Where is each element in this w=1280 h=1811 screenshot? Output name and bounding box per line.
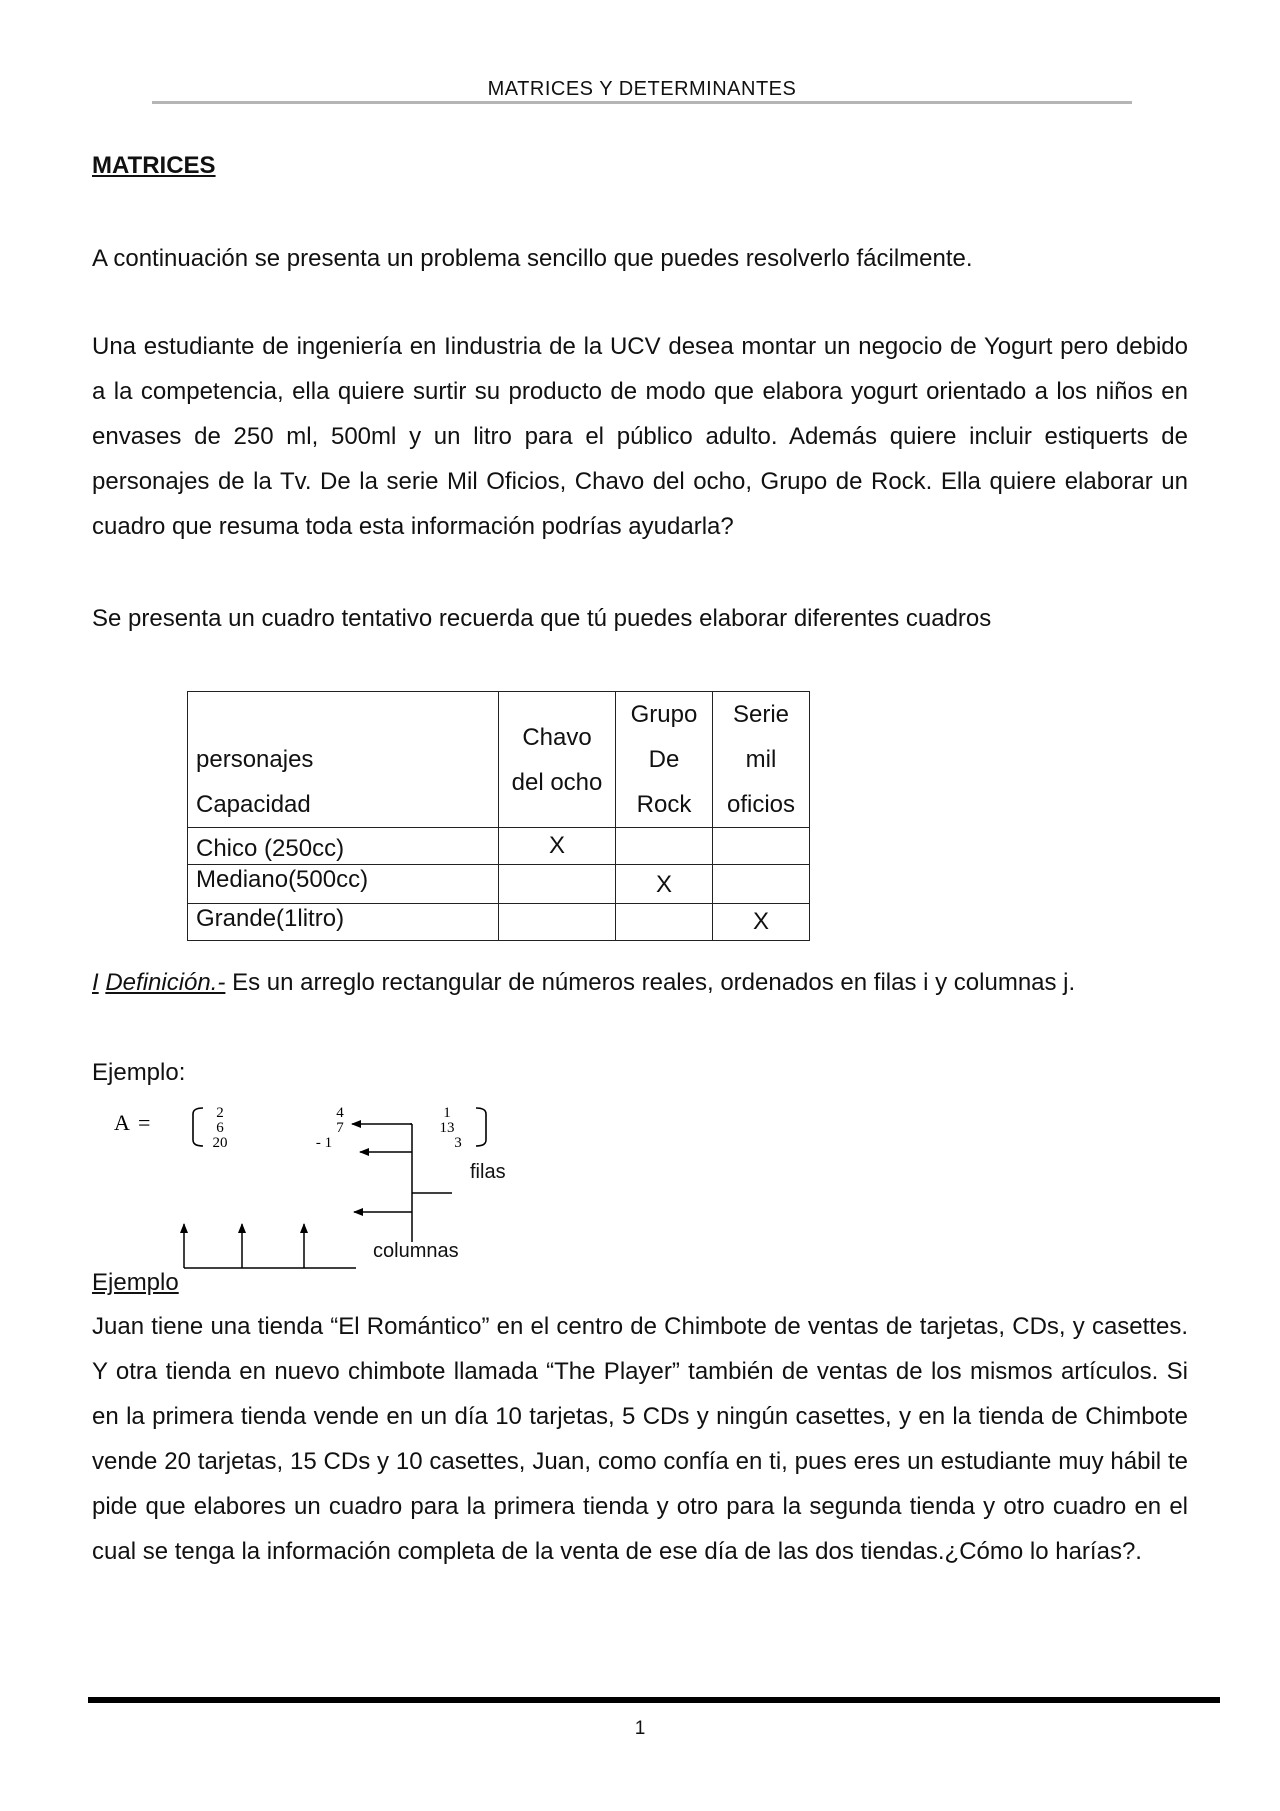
matrix-entry: 2 — [216, 1105, 224, 1121]
definition-number: I — [92, 969, 99, 996]
table-cell: X — [499, 828, 616, 865]
right-bracket — [476, 1108, 486, 1146]
example2-title: Ejemplo — [92, 1269, 179, 1296]
matrix-equals: = — [138, 1110, 151, 1135]
matrix-entry: 1 — [443, 1105, 451, 1121]
table-cell — [713, 828, 810, 865]
header-title: MATRICES Y DETERMINANTES — [487, 78, 797, 100]
row-label: Chico (250cc) — [188, 828, 499, 865]
column-header-line: Grupo — [630, 701, 698, 728]
column-header-line: Serie — [732, 701, 790, 728]
table-cell — [499, 865, 616, 904]
column-header-chavo — [499, 692, 616, 828]
column-header-line: Chavo — [522, 723, 592, 751]
table-row — [188, 828, 810, 865]
table-header-row — [188, 692, 810, 828]
column-header-line: del ocho — [511, 768, 603, 796]
left-bracket — [193, 1108, 203, 1146]
table-cell — [616, 904, 713, 941]
page-number: 1 — [634, 1718, 646, 1739]
example1-title: Ejemplo: — [92, 1059, 186, 1086]
rows-label: filas — [470, 1161, 506, 1183]
matrix-entry: 7 — [336, 1120, 344, 1136]
column-header-line: Rock — [636, 791, 692, 818]
definition-paragraph — [92, 960, 1188, 1005]
table-cell: X — [713, 904, 810, 941]
footer-rule — [88, 1697, 1220, 1703]
tentative-paragraph: Se presenta un cuadro tentativo recuerda que tú puedes elaborar diferentes cuadros — [92, 605, 992, 632]
summary-table — [187, 691, 810, 941]
table-row — [188, 904, 810, 941]
column-header-line: mil — [745, 746, 777, 773]
matrix-entry: 20 — [212, 1135, 228, 1151]
column-header-line: oficios — [726, 791, 796, 818]
matrix-entry: 13 — [439, 1120, 455, 1136]
section-title: MATRICES — [92, 152, 216, 179]
row-label: Mediano(500cc) — [188, 865, 499, 904]
definition-term: Definición.- — [105, 969, 226, 996]
definition-text: Es un arreglo rectangular de números reales, ordenados en filas i y columnas j. — [232, 969, 1076, 996]
column-header-line: De — [648, 746, 680, 773]
matrix-entry: 6 — [216, 1120, 224, 1136]
table-corner-cell — [188, 692, 499, 828]
matrix-entry: - 1 — [315, 1135, 333, 1151]
row-label: Grande(1litro) — [188, 904, 499, 941]
table-cell — [713, 865, 810, 904]
corner-bottom-label: Capacidad — [196, 791, 311, 818]
intro-paragraph: A continuación se presenta un problema sencillo que puedes resolverlo fácilmente. — [92, 245, 973, 272]
matrix-entry: 4 — [336, 1105, 344, 1121]
table-row — [188, 865, 810, 904]
example2-paragraph: Juan tiene una tienda “El Romántico” en el centro de Chimbote de ventas de tarjetas, CDs, y casettes. Y otra tienda en nuevo chimbote llamada “The Player” también de ventas de los mismos artículos. Si en la primera tienda vende en un día 10 tarjetas, 5 CDs y ningún casettes, y en la tienda de Chimbote vende 20 tarjetas, 15 CDs y 10 casettes, Juan, como confía en ti, pues eres un estudiante muy hábil te pide que elabores un cuadro para la primera tienda y otro para la segunda tienda y otro cuadro en el cual se tenga la información completa de la venta de ese día de las dos tiendas.¿Cómo lo harías?. — [92, 1313, 1188, 1565]
columns-label: columnas — [373, 1240, 459, 1262]
column-header-grupo — [616, 692, 713, 828]
matrix-entry: 3 — [454, 1135, 462, 1151]
problem-paragraph: Una estudiante de ingeniería en Iindustria de la UCV desea montar un negocio de Yogurt pero debido a la competencia, ella quiere surtir su producto de modo que elabora yogurt orientado a los niños en envases de 250 ml, 500ml y un litro para el público adulto. Además quiere incluir estiquerts de personajes de la Tv. De la serie Mil Oficios, Chavo del ocho, Grupo de Rock. Ella quiere elaborar un cuadro que resuma toda esta información podrías ayudarla? — [92, 333, 1188, 540]
matrix-name: A — [114, 1110, 130, 1135]
corner-top-label: personajes — [196, 746, 314, 773]
table-cell — [499, 904, 616, 941]
table-cell: X — [616, 865, 713, 904]
table-cell — [616, 828, 713, 865]
column-header-serie — [713, 692, 810, 828]
header-rule — [152, 101, 1132, 104]
